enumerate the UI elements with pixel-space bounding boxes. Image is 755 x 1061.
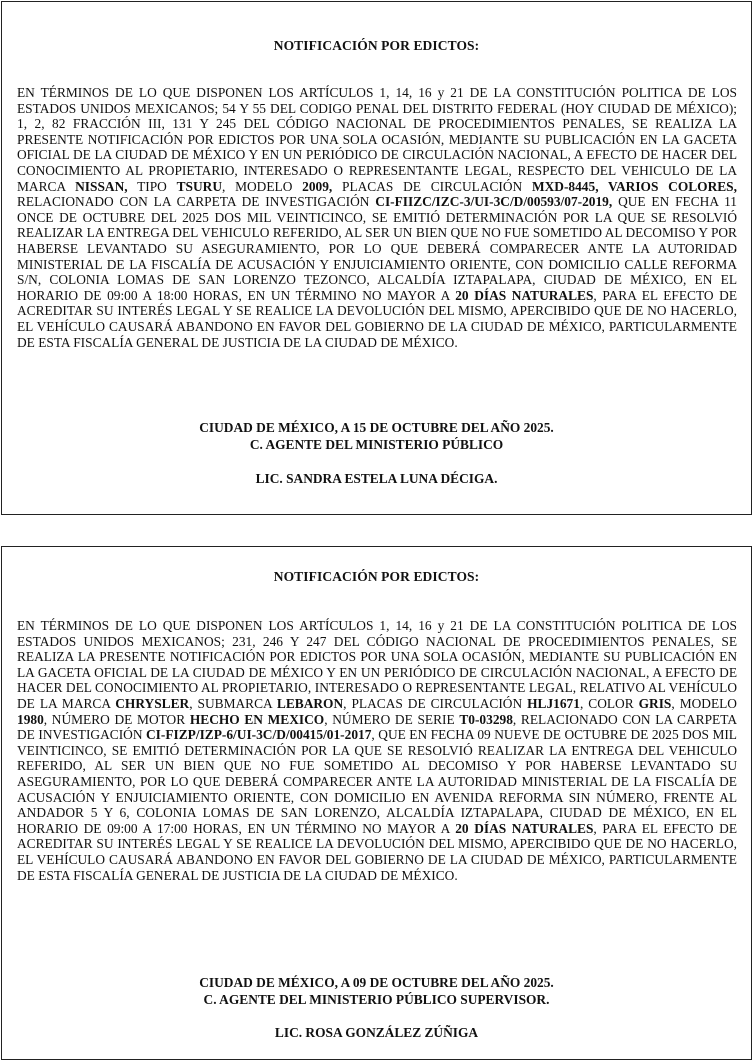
bold-run: CHRYSLER — [115, 695, 190, 711]
text-run: PLACAS DE CIRCULACIÓN — [332, 178, 532, 194]
text-run: , COLOR — [579, 695, 639, 711]
bold-run: T0-03298 — [459, 711, 513, 727]
text-run: EN TÉRMINOS DE LO QUE DISPONEN LOS ARTÍCULOS 1, 14, 16 y 21 DE LA CONSTITUCIÓN POLITICA DE LOS ESTADOS UNIDOS MEXICANOS; 231, 246 Y 247 DEL CÓDIGO NACIONAL DE PROCEDIMIENTOS PENALES, SE REALIZA LA PRESENTE NOTIFICACIÓN POR EDICTOS POR UNA SOLA OCASIÓN, MEDIANTE SU PUBLICACIÓN EN LA GACETA OFICIAL DE LA CIUDAD DE MÉXICO Y EN UN PERIÓDICO DE CIRCULACIÓN NACIONAL, A EFECTO DE HACER DEL CONOCIMIENTO AL PROPIETARIO, INTERESADO O REPRESENTANTE LEGAL, RELATIVO AL VEHÍCULO DE LA MARCA — [17, 618, 737, 711]
text-run: , MODELO — [222, 178, 303, 194]
place-date: CIUDAD DE MÉXICO, A 15 DE OCTUBRE DEL AÑO 2025. — [199, 420, 554, 435]
text-run: , RELACIONADO CON LA CARPETA DE INVESTIGACIÓN — [17, 711, 737, 743]
bold-run: 20 DÍAS NATURALES — [455, 820, 594, 836]
text-run: , SUBMARCA — [189, 695, 277, 711]
text-run: QUE EN FECHA 11 ONCE DE OCTUBRE DEL 2025 DOS MIL VEINTICINCO, SE EMITIÓ DETERMINACIÓN POR LA QUE SE RESOLVIÓ REALIZAR LA ENTREGA DEL VEHICULO REFERIDO, AL SER UN BIEN QUE NO FUE SOMETIDO AL DECOMISO Y POR HABERSE LEVANTADO SU ASEGURAMIENTO, POR LO QUE DEBERÁ COMPARECER ANTE LA AUTORIDAD MINISTERIAL DE LA FISCALÍA DE ACUSACIÓN Y ENJUICIAMIENTO ORIENTE, CON DOMICILIO CALLE REFORMA S/N, COLONIA LOMAS DE SAN LORENZO TEZONCO, ALCALDÍA IZTAPALAPA, CIUDAD DE MÉXICO, EN EL HORARIO DE 09:00 A 18:00 HORAS, EN UN TÉRMINO NO MAYOR A — [17, 194, 737, 303]
place-date: CIUDAD DE MÉXICO, A 09 DE OCTUBRE DEL AÑO 2025. — [199, 975, 554, 990]
bold-run: 1980 — [17, 711, 44, 727]
text-run: , PARA EL EFECTO DE ACREDITAR SU INTERÉS LEGAL Y SE REALICE LA DEVOLUCIÓN DEL MISMO, APERCIBIDO QUE DE NO HACERLO, EL VEHÍCULO CAUSARÁ ABANDONO EN FAVOR DEL GOBIERNO DE LA CIUDAD DE MÉXICO, PARTICULARMENTE DE ESTA FISCALÍA GENERAL DE JUSTICIA DE LA CIUDAD DE MÉXICO. — [17, 820, 738, 883]
signer-role: C. AGENTE DEL MINISTERIO PÚBLICO — [249, 437, 504, 452]
notice-heading: NOTIFICACIÓN POR EDICTOS: — [273, 569, 480, 584]
bold-run: NISSAN, — [75, 178, 128, 194]
text-run: , NÚMERO DE MOTOR — [43, 711, 190, 727]
notice-body — [17, 85, 737, 350]
bold-run: CI-FIIZC/IZC-3/UI-3C/D/00593/07-2019, — [375, 194, 613, 210]
text-run: , PARA EL EFECTO DE ACREDITAR SU INTERÉS LEGAL Y SE REALICE LA DEVOLUCIÓN DEL MISMO, APERCIBIDO QUE DE NO HACERLO, EL VEHÍCULO CAUSARÁ ABANDONO EN FAVOR DEL GOBIERNO DE LA CIUDAD DE MÉXICO, PARTICULARMENTE DE ESTA FISCALÍA GENERAL DE JUSTICIA DE LA CIUDAD DE MÉXICO. — [17, 287, 738, 350]
text-run: , NÚMERO DE SERIE — [324, 711, 460, 727]
signer-name: LIC. SANDRA ESTELA LUNA DÉCIGA. — [255, 471, 498, 486]
signer-name: LIC. ROSA GONZÁLEZ ZÚÑIGA — [274, 1025, 479, 1040]
edict-notice-2 — [1, 546, 752, 1060]
bold-run: 20 DÍAS NATURALES — [455, 287, 594, 303]
text-run: , QUE EN FECHA 09 NUEVE DE OCTUBRE DE 2025 DOS MIL VEINTICINCO, SE EMITIÓ DETERMINACIÓN POR LA QUE SE RESOLVIÓ REALIZAR LA ENTREGA DEL VEHICULO REFERIDO, AL SER UN BIEN QUE NO FUE SOMETIDO AL DECOMISO Y POR HABERSE LEVANTADO SU ASEGURAMIENTO, POR LO QUE DEBERÁ COMPARECER ANTE LA AUTORIDAD MINISTERIAL DE LA FISCALÍA DE ACUSACIÓN Y ENJUICIAMIENTO ORIENTE, CON DOMICILIO EN AVENIDA REFORMA SIN NÚMERO, FRENTE AL ANDADOR 5 Y 6, COLONIA LOMAS DE SAN LORENZO, ALCALDÍA IZTAPALAPA, CIUDAD DE MÉXICO, EN EL HORARIO DE 09:00 A 17:00 HORAS, EN UN TÉRMINO NO MAYOR A — [17, 727, 737, 836]
text-run: EN TÉRMINOS DE LO QUE DISPONEN LOS ARTÍCULOS 1, 14, 16 y 21 DE LA CONSTITUCIÓN POLITICA DE LOS ESTADOS UNIDOS MEXICANOS; 54 Y 55 DEL CODIGO PENAL DEL DISTRITO FEDERAL (HOY CIUDAD DE MÉXICO); 1, 2, 82 FRACCIÓN III, 131 Y 245 DEL CÓDIGO NACIONAL DE PROCEDIMIENTOS PENALES, SE REALIZA LA PRESENTE NOTIFICACIÓN POR EDICTOS POR UNA SOLA OCASIÓN, MEDIANTE SU PUBLICACIÓN EN LA GACETA OFICIAL DE LA CIUDAD DE MÉXICO Y EN UN PERIÓDICO DE CIRCULACIÓN NACIONAL, A EFECTO DE HACER DEL CONOCIMIENTO AL PROPIETARIO, INTERESADO O REPRESENTANTE LEGAL, RESPECTO DEL VEHICULO DE LA MARCA — [17, 85, 737, 194]
notice-heading: NOTIFICACIÓN POR EDICTOS: — [273, 38, 480, 53]
edict-notice-1 — [1, 1, 752, 515]
text-run: TIPO — [127, 178, 177, 194]
bold-run: GRIS — [638, 695, 672, 711]
bold-run: HLJ1671 — [527, 695, 580, 711]
bold-run: LEBARON — [276, 695, 344, 711]
bold-run: 2009, — [302, 178, 333, 194]
notice-body — [17, 618, 737, 883]
signer-role: C. AGENTE DEL MINISTERIO PÚBLICO SUPERVISOR. — [203, 992, 550, 1007]
bold-run: HECHO EN MEXICO — [189, 711, 325, 727]
bold-run: CI-FIZP/IZP-6/UI-3C/D/00415/01-2017 — [146, 727, 372, 743]
bold-run: MXD-8445, VARIOS COLORES, — [531, 178, 737, 194]
text-run: RELACIONADO CON LA CARPETA DE INVESTIGACIÓN — [17, 194, 376, 210]
bold-run: TSURU — [176, 178, 222, 194]
text-run: , MODELO — [671, 695, 737, 711]
text-run: , PLACAS DE CIRCULACIÓN — [343, 695, 528, 711]
